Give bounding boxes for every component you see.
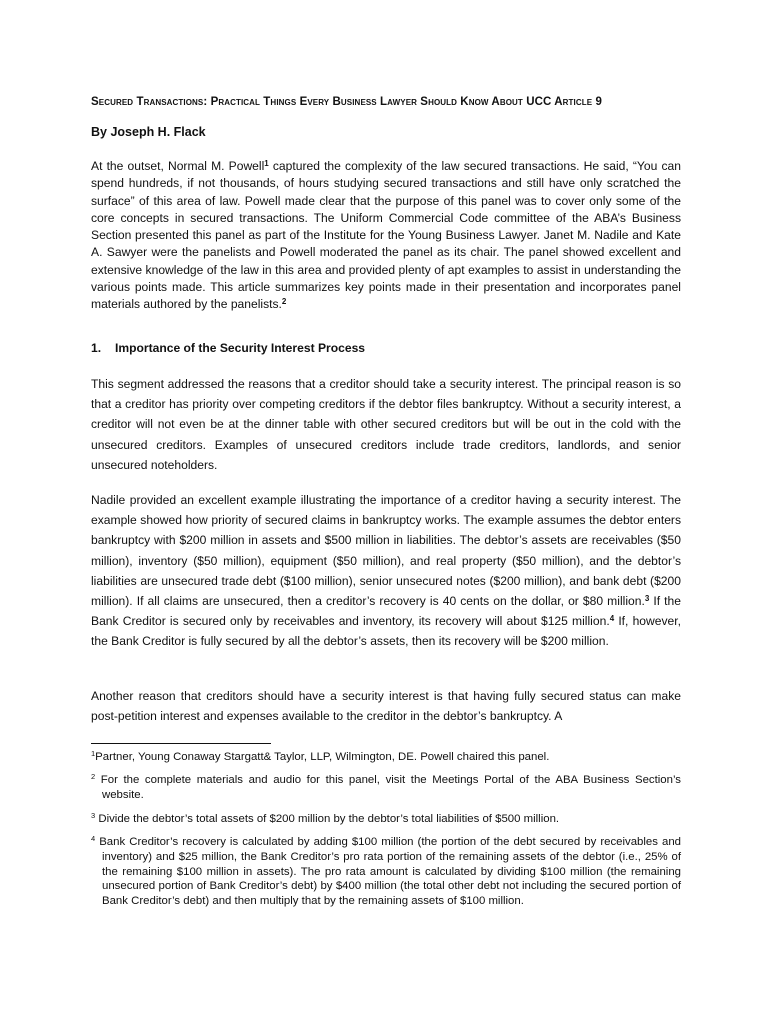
footnote-2: [91, 773, 681, 803]
section-title: Importance of the Security Interest Process: [115, 341, 366, 355]
footnote-1: [91, 750, 681, 765]
footnote-mark: 3: [91, 811, 96, 820]
footnote-text: Bank Creditor’s recovery is calculated by adding $100 million (the portion of the debt secured by receivables and inventory) and $25 million, the Bank Creditor’s pro rata portion of the remaining assets of the debtor (i.e., 25% of the remaining $100 million in assets). The pro rata amount is calculated by dividing $100 million (the remaining unsecured portion of Bank Creditor’s debt) by $400 million (the total other debt not including the secured portion of Bank Creditor’s debt) and then multiply that by the remaining assets of $100 million.: [95, 836, 681, 908]
example-text-c: If, however, the Bank Creditor is fully secured by all the debtor’s assets, then its recovery will be $200 million.: [91, 614, 681, 649]
body-paragraph-example: [91, 490, 681, 652]
intro-text-b: captured the complexity of the law secured transactions. He said, “You can spend hundreds, if not thousands, of hours studying secured transactions and still have only scratched the surface” of this area of law. Powell made clear that the purpose of this panel was to cover only some of the core concepts in secured transactions. The Uniform Commercial Code committee of the ABA’s Business Section presented this panel as part of the Institute for the Young Business Lawyer. Janet M. Nadile and Kate A. Sawyer were the panelists and Powell moderated the panel as its chair. The panel showed excellent and extensive knowledge of the law in this area and provided plenty of apt examples to assist in understanding the various points made. This article summarizes key points made in their presentation and incorporates panel materials authored by the panelists.: [91, 159, 681, 312]
example-text-a: Nadile provided an excellent example illustrating the importance of a creditor having a security interest. The example showed how priority of secured claims in bankruptcy works. The example assumes the debtor enters bankruptcy with $200 million in assets and $500 million in liabilities. The debtor’s assets are receivables ($50 million), inventory ($50 million), equipment ($50 million), and real property ($50 million), and the debtor’s liabilities are unsecured trade debt ($100 million), senior unsecured notes ($200 million), and bank debt ($200 million). If all claims are unsecured, then a creditor’s recovery is 40 cents on the dollar, or $80 million.: [91, 493, 681, 609]
footnote-mark: 2: [91, 772, 96, 781]
body-paragraph-priority: This segment addressed the reasons that a creditor should take a security interest. The principal reason is so that a creditor has priority over competing creditors if the debtor files bankruptcy. Without a security interest, a creditor will not even be at the dinner table with other secured creditors but will be out in the cold with the unsecured creditors. Examples of unsecured creditors include trade creditors, landlords, and senior unsecured noteholders.: [91, 377, 681, 472]
footnote-text: Divide the debtor’s total assets of $200 million by the debtor’s total liabilities of $500 million.: [95, 813, 560, 825]
article-byline: By Joseph H. Flack: [91, 125, 206, 139]
intro-text-a: At the outset, Normal M. Powell: [91, 159, 265, 173]
footnote-ref-3[interactable]: 3: [644, 594, 650, 604]
footnote-4: [91, 835, 681, 909]
section-number: 1.: [91, 341, 102, 355]
footnote-separator: [91, 743, 271, 744]
footnote-mark: 4: [91, 834, 96, 843]
footnote-ref-1[interactable]: 1: [264, 159, 269, 168]
footnote-ref-2[interactable]: 2: [281, 297, 287, 307]
intro-paragraph: [91, 158, 681, 314]
section-heading: [91, 341, 365, 355]
footnote-3: [91, 812, 681, 827]
article-title: Secured Transactions: Practical Things Every Business Lawyer Should Know About UCC Article 9: [91, 96, 602, 108]
body-paragraph-postpetition: Another reason that creditors should have a security interest is that having fully secured status can make post-petition interest and expenses available to the creditor in the debtor’s bankruptcy. A: [91, 689, 681, 724]
footnote-ref-4[interactable]: 4: [609, 614, 615, 624]
example-text-b: If the Bank Creditor is secured only by receivables and inventory, its recovery will about $125 million.: [91, 594, 681, 629]
footnote-text: For the complete materials and audio for this panel, visit the Meetings Portal of the ABA Business Section’s website.: [95, 774, 681, 801]
footnote-text: Partner, Young Conaway Stargatt& Taylor, LLP, Wilmington, DE. Powell chaired this panel.: [95, 751, 550, 763]
footnote-mark: 1: [91, 749, 96, 758]
